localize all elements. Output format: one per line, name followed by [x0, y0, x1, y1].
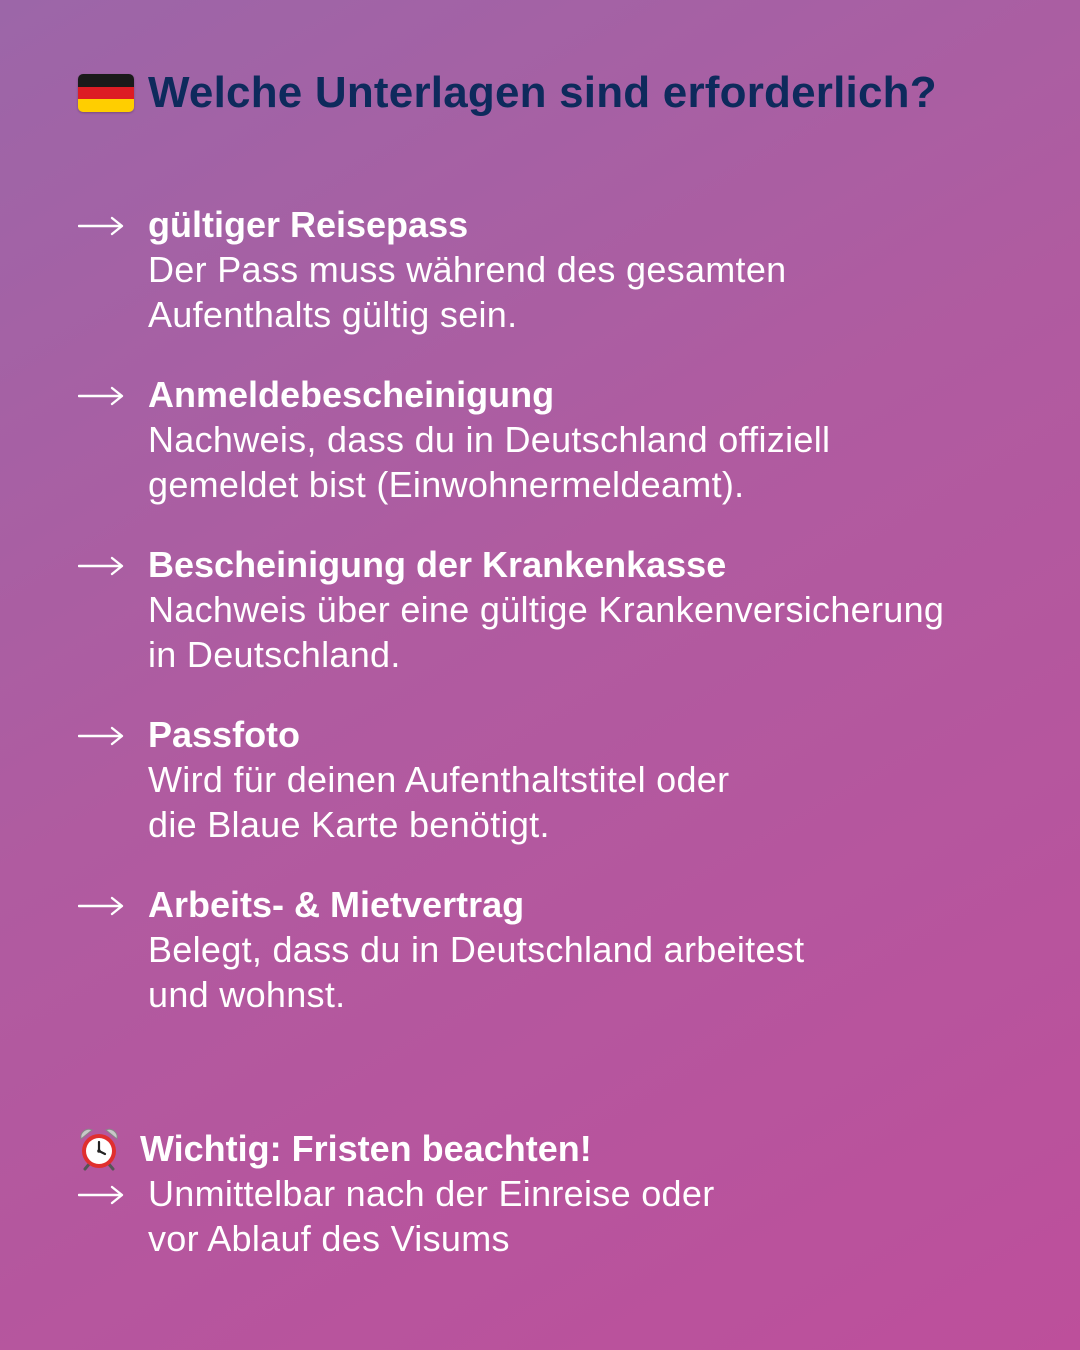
arrow-right-icon [78, 896, 124, 916]
list-item-text: Belegt, dass du in Deutschland arbeitest und wohnst. [148, 929, 805, 1015]
arrow-right-icon [78, 386, 124, 406]
arrow-right-icon [78, 216, 124, 236]
note-header [78, 1126, 1038, 1171]
list-item [78, 542, 1038, 677]
list-item-text: Der Pass muss während des gesamten Aufenthalts gültig sein. [148, 249, 787, 335]
note-text: Unmittelbar nach der Einreise oder vor Ablauf des Visums [148, 1173, 715, 1259]
page-title: Welche Unterlagen sind erforderlich? [148, 68, 937, 117]
list-item [78, 202, 1038, 337]
list-item [78, 882, 1038, 1017]
arrow-right-icon [78, 1185, 124, 1205]
germany-flag-icon [78, 74, 134, 112]
list-item-text: Wird für deinen Aufenthaltstitel oder die Blaue Karte benötigt. [148, 759, 730, 845]
document-list [78, 202, 1038, 1052]
deadline-note [78, 1126, 1038, 1261]
list-item [78, 372, 1038, 507]
list-item-title: Bescheinigung der Krankenkasse [148, 544, 727, 585]
list-item-title: Anmeldebescheinigung [148, 374, 555, 415]
arrow-right-icon [78, 726, 124, 746]
list-item-title: Arbeits- & Mietvertrag [148, 884, 525, 925]
arrow-right-icon [78, 556, 124, 576]
note-title: Wichtig: Fristen beachten! [140, 1127, 592, 1169]
list-item-text: Nachweis, dass du in Deutschland offiziell gemeldet bist (Einwohnermeldeamt). [148, 419, 831, 505]
list-item-title: gültiger Reisepass [148, 204, 469, 245]
alarm-clock-icon [78, 1127, 120, 1171]
list-item [78, 712, 1038, 847]
header [78, 68, 937, 118]
list-item-title: Passfoto [148, 714, 301, 755]
note-body [78, 1171, 1038, 1261]
list-item-text: Nachweis über eine gültige Krankenversicherung in Deutschland. [148, 589, 945, 675]
